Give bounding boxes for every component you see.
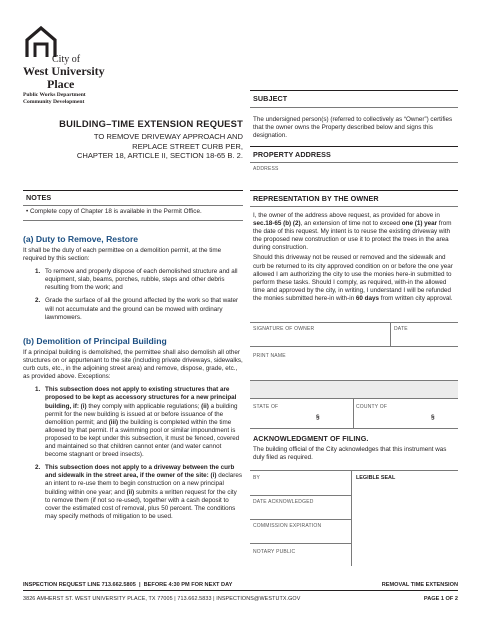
date-acknowledged-field[interactable] [250,505,350,519]
acknowledgment-text: The building official of the City acknowledges that this instrument was duly filed as required. [253,446,447,462]
date-label: DATE [394,326,408,332]
print-name-field[interactable] [250,360,458,380]
footer-page-number: PAGE 1 OF 2 [423,596,458,602]
representation-label: REPRESENTATION BY THE OWNER [253,194,379,203]
footer-address: 3826 AMHERST ST. WEST UNIVERSITY PLACE, TX 77005 | 713.662.5833 | INSPECTIONS@WESTUTX.GOV [23,596,301,602]
city-logo [23,25,123,97]
section-a-heading: (a) Duty to Remove, Restore [23,234,139,244]
section-b-item-2: 2. This subsection does not apply to a driveway between the curb and sidewalk in the street area, if the owner of the site: (i) declares an intent to re-use them to begin construction on a new principal building within one year; and (ii) submits a written request for the city to remove them (if not so re-used), together with a cash deposit to cover the estimated cost of removal, plus 50 percent. The conditions may specify methods of mitigation to be used. [35,464,243,520]
logo-text-west-university: West University [23,64,105,78]
notes-label: NOTES [26,193,52,202]
legible-seal-area [352,482,458,566]
form-title-block [23,118,243,161]
state-county-bottom-rule [250,428,458,429]
form-subtitle-1: TO REMOVE DRIVEWAY APPROACH AND [93,132,243,141]
notary-public-label: NOTARY PUBLIC [253,549,296,555]
by-label: BY [253,475,261,481]
footer-form-name: REMOVAL TIME EXTENSION [381,582,458,588]
representation-paragraph-2: Should this driveway not be reused or removed and the sidewalk and curb be returned to its city approved condition on or before the one year allowed I am authorizing the city to use the monies here-in submitted to perform these tasks. Should I comply, as required, with-in the allowed time and approved by the city, in writing, I understand I will be refunded the monies submitted here-in with-in 60 days from written city approval. [253,254,453,302]
section-a [23,234,243,322]
notes-top-rule [23,190,243,191]
state-county-divider [353,399,354,428]
address-field[interactable] [250,172,458,188]
notes-item: • Complete copy of Chapter 18 is available in the Permit Office. [26,208,202,215]
form-title: BUILDING–TIME EXTENSION REQUEST [59,118,243,129]
subject-divider [250,107,458,108]
print-name-top-rule [250,346,458,347]
subject-top-rule [250,90,458,91]
subject-label: SUBJECT [253,94,288,103]
representation-text [253,212,457,303]
state-section-symbol: § [316,414,320,421]
notary-public-field[interactable] [250,555,350,566]
by-field[interactable] [250,481,350,495]
section-b-heading: (b) Demolition of Principal Building [23,336,167,346]
notary-top-rule [250,543,351,544]
county-section-symbol: § [431,414,435,421]
representation-top-rule [250,190,458,191]
department-line-1: Public Works Department [23,92,86,98]
property-top-rule [250,146,458,147]
representation-divider [250,206,458,207]
date-field[interactable] [391,332,458,346]
state-field[interactable] [250,410,350,426]
acknowledgment-label: ACKNOWLEDGMENT OF FILING. [253,434,369,443]
section-b-list [23,386,243,521]
commission-expiration-field[interactable] [250,529,350,543]
section-a-item-1: 1. To remove and properly dispose of each demolished structure and all equipment, slab, beams, porches, rubble, steps and other debris resulting from the work; and [35,268,238,292]
subject-text: The undersigned person(s) (referred to collectively as “Owner”) certifies that the owner owns the Property described below and signs this designation. [253,116,453,140]
date-acknowledged-label: DATE ACKNOWLEDGED [253,499,314,505]
logo-text-city-of: City of [52,54,81,65]
section-b-item-1: 1. This subsection does not apply to existing structures that are proposed to be kept as accessory structures for a new principal building, if: (i) they comply with applicable regulations; (ii) a building permit for the new building is issued at or before issuance of the demolition permit; and (iii) the building is completed within the time allowed by that permit. If a swimming pool or similar impoundment is proposed to be kept under this subsection, it must be fenced, covered and maintained so that children cannot enter (and water cannot become stagnant or breed insects). [35,386,240,459]
section-a-item-2: 2. Grade the surface of all the ground affected by the work so that water will not accumulate and the ground can be mowed with ordinary lawnmowers. [35,297,239,321]
address-field-label: ADDRESS [253,166,279,172]
county-field[interactable] [356,410,426,426]
signature-top-rule [250,322,458,323]
signature-field[interactable] [250,332,390,346]
section-a-list [23,268,243,322]
by-top-rule [250,470,458,471]
department-line-2: Community Development [23,99,85,105]
notes-bottom-rule [23,220,243,221]
commission-expiration-label: COMMISSION EXPIRATION [253,523,322,529]
county-of-label: COUNTY OF [356,404,388,410]
section-a-intro: It shall be the duty of each permittee on a demolition permit, at the time required by this section: [23,247,222,263]
form-subtitle-3: CHAPTER 18, ARTICLE II, SECTION 18-65 B. 2. [76,151,243,160]
notary-section-band [250,380,458,399]
signature-of-owner-label: SIGNATURE OF OWNER [253,326,315,332]
footer-rule [23,590,458,591]
legible-seal-label: LEGIBLE SEAL [356,475,396,481]
property-address-label: PROPERTY ADDRESS [253,150,331,159]
notes-divider [23,205,243,206]
print-name-label: PRINT NAME [253,353,286,359]
representation-paragraph-1: I, the owner of the address above request, as provided for above in sec.18-65 (b) (2), an extension of time not to exceed one (1) year from the date of this request. My intent is to reuse the existing driveway with the proposed new construction or use it to protect the trees in the area during construction. [253,212,452,252]
date-acknowledged-top-rule [250,495,351,496]
form-subtitle-2: REPLACE STREET CURB PER, [132,141,243,151]
state-of-label: STATE OF [253,404,279,410]
section-b-intro: If a principal building is demolished, the permittee shall also demolish all other structures on or appurtenant to the site (including private driveways, sidewalks, curb cuts, etc., in the adjoining street area) and remove, dispose, grade, etc., as provided above. Exceptions: [23,349,243,381]
section-b [23,336,243,521]
commission-top-rule [250,519,351,520]
property-divider [250,162,458,163]
footer-inspection-line: INSPECTION REQUEST LINE 713.662.5805 | BEFORE 4:30 PM FOR NEXT DAY [23,582,233,588]
logo-text-place: Place [47,77,75,91]
